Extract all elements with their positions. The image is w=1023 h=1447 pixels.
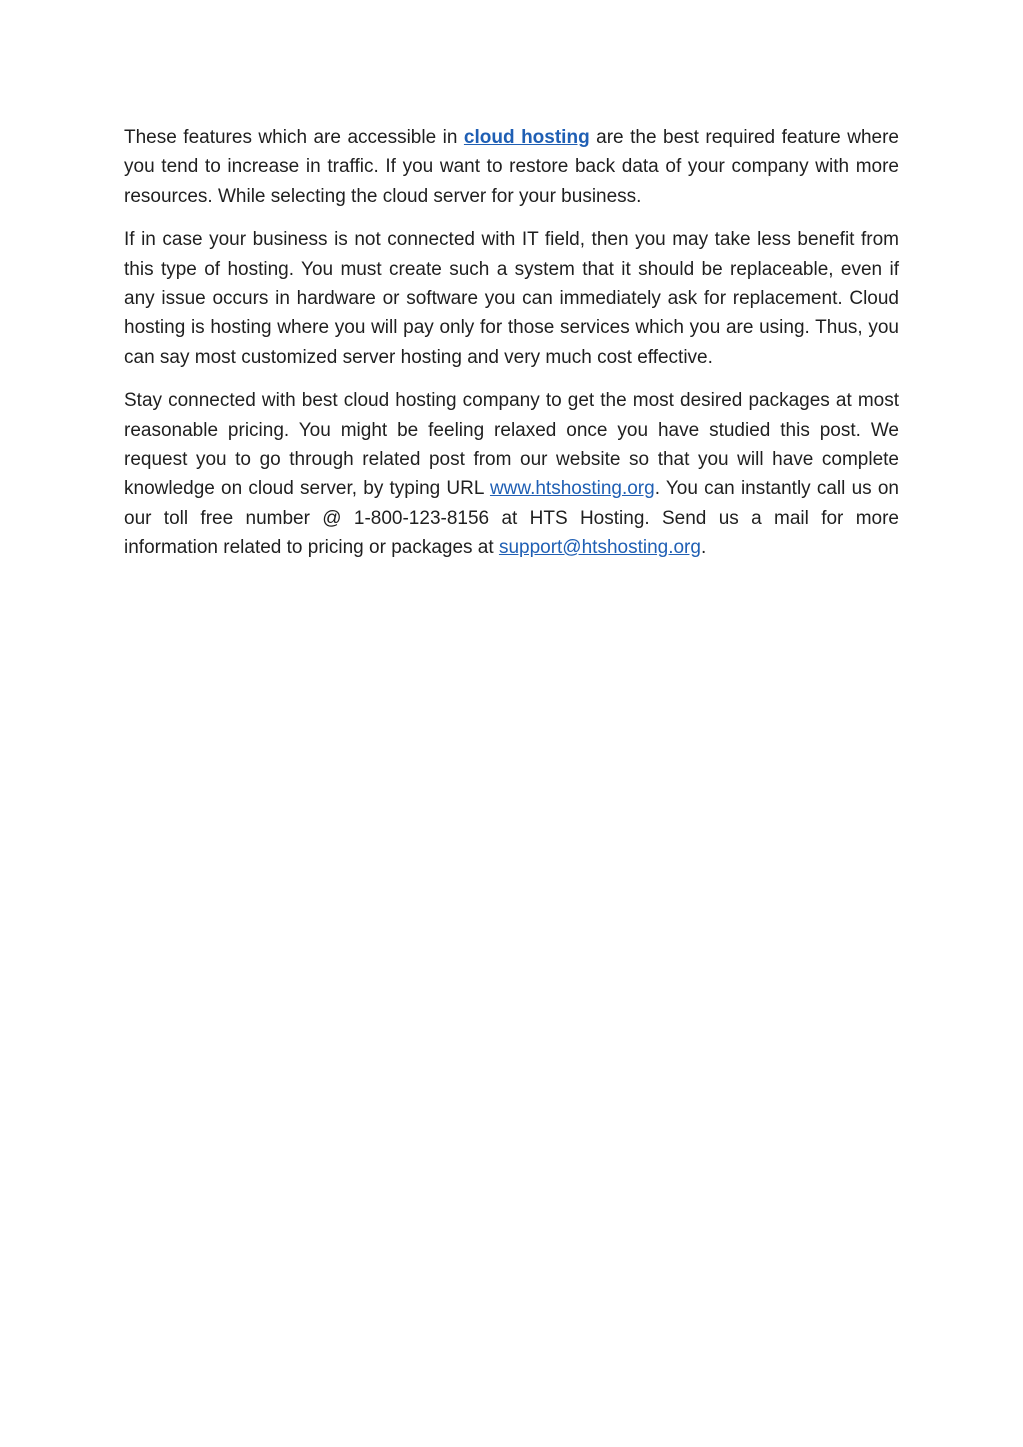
paragraph-cloud-hosting-features (124, 123, 899, 211)
paragraph-2-text: If in case your business is not connected with IT field, then you may take less benefit from this type of hosting. You must create such a system that it should be replaceable, even if any issue occurs in hardware or software you can immediately ask for replacement. Cloud hosting is hosting where you will pay only for those services which you are using. Thus, you can say most customized server hosting and very much cost effective. (124, 229, 899, 368)
support-email-link[interactable]: support@htshosting.org (498, 536, 701, 558)
paragraph-3-text-middle: . You can instantly call us on our toll free number @ 1-800-123-8156 at HTS Hosting. Send us a mail for more information related to pricing or packages at (124, 478, 899, 558)
paragraph-business-benefit (124, 225, 899, 371)
website-link[interactable]: www.htshosting.org (489, 478, 655, 500)
cloud-hosting-link[interactable]: cloud hosting (463, 127, 590, 148)
paragraph-3-text-end: . (700, 536, 707, 558)
paragraph-contact-info (124, 386, 899, 562)
paragraph-1-text-start: These features which are accessible in (124, 127, 464, 148)
document-body (124, 123, 899, 577)
paragraph-1-text-end: are the best required feature where you tend to increase in traffic. If you want to restore back data of your company with more resources. While selecting the cloud server for your business. (124, 127, 899, 207)
paragraph-3-text-start: Stay connected with best cloud hosting company to get the most desired packages at most reasonable pricing. You might be feeling relaxed once you have studied this post. We request you to go through related post from our website so that you will have complete knowledge on cloud server, by typing URL (124, 390, 899, 500)
